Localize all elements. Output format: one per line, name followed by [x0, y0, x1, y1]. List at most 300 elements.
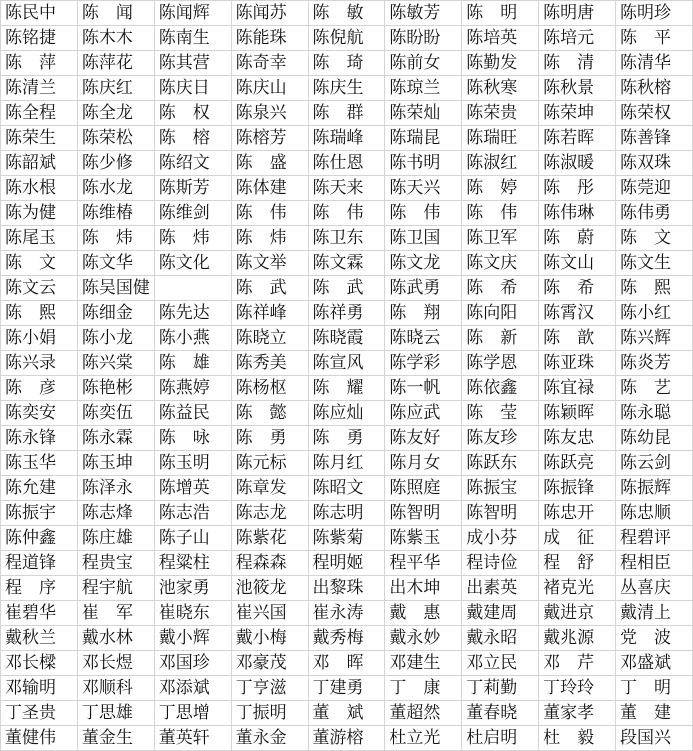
name-cell: 陈兴辉	[616, 326, 693, 351]
name-cell: 陈培英	[462, 26, 539, 51]
name-cell: 陈绍文	[154, 151, 231, 176]
name-cell: 陈 盛	[231, 151, 308, 176]
name-cell: 陈荣生	[1, 126, 78, 151]
name-cell: 邓长樑	[1, 651, 78, 676]
name-cell: 段国兴	[616, 726, 693, 751]
name-cell: 陈允建	[1, 476, 78, 501]
name-cell: 程道锋	[1, 551, 78, 576]
name-cell: 陈振辉	[616, 476, 693, 501]
name-cell: 陈尾玉	[1, 226, 78, 251]
name-cell: 邓输明	[1, 676, 78, 701]
name-cell: 陈文云	[1, 276, 78, 301]
name-cell: 陈玉华	[1, 451, 78, 476]
name-cell: 陈振锋	[539, 476, 616, 501]
name-cell: 陈志龙	[231, 501, 308, 526]
name-cell: 陈荣灿	[385, 101, 462, 126]
name-cell: 戴秀梅	[308, 626, 385, 651]
name-row	[1, 351, 693, 376]
name-cell: 陈文龙	[385, 251, 462, 276]
name-cell: 陈小龙	[77, 326, 154, 351]
name-cell: 陈细金	[77, 301, 154, 326]
name-cell: 陈文山	[539, 251, 616, 276]
name-cell: 陈元标	[231, 451, 308, 476]
name-cell: 戴小梅	[231, 626, 308, 651]
name-cell: 陈宜禄	[539, 376, 616, 401]
name-cell: 陈天兴	[385, 176, 462, 201]
name-cell: 陈 莹	[462, 401, 539, 426]
name-cell: 陈 闻	[77, 1, 154, 26]
name-row	[1, 301, 693, 326]
name-cell: 杜 毅	[539, 726, 616, 751]
name-cell: 丁玲玲	[539, 676, 616, 701]
name-row	[1, 76, 693, 101]
name-cell: 董春晓	[462, 701, 539, 726]
name-cell: 陈盼盼	[385, 26, 462, 51]
name-row	[1, 26, 693, 51]
name-cell: 陈炎芳	[616, 351, 693, 376]
name-cell: 陈书明	[385, 151, 462, 176]
name-cell: 陈琼兰	[385, 76, 462, 101]
name-row	[1, 526, 693, 551]
name-cell: 陈紫玉	[385, 526, 462, 551]
name-cell: 陈明唐	[539, 1, 616, 26]
name-cell: 陈一帆	[385, 376, 462, 401]
name-cell: 陈 勇	[308, 426, 385, 451]
name-cell: 邓盛斌	[616, 651, 693, 676]
name-row	[1, 51, 693, 76]
name-cell: 陈庆红	[77, 76, 154, 101]
name-cell: 陈晓霞	[308, 326, 385, 351]
name-cell: 董 斌	[308, 701, 385, 726]
name-cell: 陈仕恩	[308, 151, 385, 176]
name-cell: 陈水龙	[77, 176, 154, 201]
name-cell: 池家勇	[154, 576, 231, 601]
name-cell	[154, 276, 231, 301]
name-cell: 陈照庭	[385, 476, 462, 501]
name-cell: 陈振宝	[462, 476, 539, 501]
name-cell: 陈 敏	[308, 1, 385, 26]
name-cell: 陈荣权	[616, 101, 693, 126]
name-cell: 戴小辉	[154, 626, 231, 651]
name-cell: 陈卫国	[385, 226, 462, 251]
name-cell: 陈仲鑫	[1, 526, 78, 551]
name-cell: 陈荣松	[77, 126, 154, 151]
name-cell: 陈 希	[539, 276, 616, 301]
name-cell: 陈木木	[77, 26, 154, 51]
name-cell: 陈 熙	[616, 276, 693, 301]
name-cell: 陈文庆	[462, 251, 539, 276]
name-cell: 成小芬	[462, 526, 539, 551]
name-cell: 陈闻苏	[231, 1, 308, 26]
name-cell: 陈 新	[462, 326, 539, 351]
name-row	[1, 451, 693, 476]
name-cell: 陈全程	[1, 101, 78, 126]
name-cell: 戴 惠	[385, 601, 462, 626]
name-row	[1, 276, 693, 301]
name-cell: 董永金	[231, 726, 308, 751]
name-cell: 陈前女	[385, 51, 462, 76]
name-cell: 陈章发	[231, 476, 308, 501]
name-cell: 陈泉兴	[231, 101, 308, 126]
name-cell: 陈倪航	[308, 26, 385, 51]
name-cell: 董游榕	[308, 726, 385, 751]
name-cell: 戴兆源	[539, 626, 616, 651]
name-cell: 陈友好	[385, 426, 462, 451]
name-cell: 陈玉明	[154, 451, 231, 476]
name-cell: 陈善锋	[616, 126, 693, 151]
name-cell: 陈为健	[1, 201, 78, 226]
name-cell: 邓 晖	[308, 651, 385, 676]
name-cell: 陈依鑫	[462, 376, 539, 401]
name-cell: 邓顺科	[77, 676, 154, 701]
name-cell: 崔晓东	[154, 601, 231, 626]
name-cell: 陈庆山	[231, 76, 308, 101]
name-cell: 陈忠顺	[616, 501, 693, 526]
name-list-body	[1, 1, 693, 751]
name-cell: 陈庆日	[154, 76, 231, 101]
name-cell: 陈 明	[462, 1, 539, 26]
name-cell: 戴永昭	[462, 626, 539, 651]
name-cell: 陈学恩	[462, 351, 539, 376]
name-cell: 邓长煜	[77, 651, 154, 676]
name-cell: 戴秋兰	[1, 626, 78, 651]
name-cell: 陈祥勇	[308, 301, 385, 326]
name-cell: 陈敏芳	[385, 1, 462, 26]
name-cell: 陈 彦	[1, 376, 78, 401]
name-cell: 陈玉坤	[77, 451, 154, 476]
name-row	[1, 401, 693, 426]
name-cell: 程贵宝	[77, 551, 154, 576]
name-cell: 陈兴棠	[77, 351, 154, 376]
name-cell: 陈益民	[154, 401, 231, 426]
name-cell: 程粱柱	[154, 551, 231, 576]
name-row	[1, 201, 693, 226]
name-cell: 董健伟	[1, 726, 78, 751]
name-cell: 陈莞迎	[616, 176, 693, 201]
name-cell: 陈清兰	[1, 76, 78, 101]
name-cell: 邓 芹	[539, 651, 616, 676]
name-cell: 陈 希	[462, 276, 539, 301]
name-cell: 戴清上	[616, 601, 693, 626]
name-row	[1, 151, 693, 176]
name-cell: 陈秋寒	[462, 76, 539, 101]
name-cell: 陈武勇	[385, 276, 462, 301]
name-cell: 陈 炜	[77, 226, 154, 251]
name-cell: 戴水林	[77, 626, 154, 651]
name-cell: 董 建	[616, 701, 693, 726]
name-cell: 陈吴国健	[77, 276, 154, 301]
name-cell: 陈 武	[231, 276, 308, 301]
name-cell: 陈晓云	[385, 326, 462, 351]
name-cell: 陈天来	[308, 176, 385, 201]
name-cell: 陈清华	[616, 51, 693, 76]
name-cell: 陈文华	[77, 251, 154, 276]
name-cell: 陈 武	[308, 276, 385, 301]
name-cell: 陈 懿	[231, 401, 308, 426]
name-cell: 陈若晖	[539, 126, 616, 151]
name-cell: 褚克光	[539, 576, 616, 601]
name-cell: 陈 艺	[616, 376, 693, 401]
name-row	[1, 426, 693, 451]
name-cell: 戴建周	[462, 601, 539, 626]
name-cell: 陈维椿	[77, 201, 154, 226]
name-cell: 董英轩	[154, 726, 231, 751]
name-cell: 戴进京	[539, 601, 616, 626]
name-cell: 陈奕伍	[77, 401, 154, 426]
name-cell: 丛喜庆	[616, 576, 693, 601]
name-cell: 陈萍花	[77, 51, 154, 76]
name-cell: 陈体建	[231, 176, 308, 201]
name-cell: 陈昭文	[308, 476, 385, 501]
name-cell: 邓豪茂	[231, 651, 308, 676]
name-cell: 陈 蔚	[539, 226, 616, 251]
name-cell: 丁思增	[154, 701, 231, 726]
name-cell: 陈紫花	[231, 526, 308, 551]
name-cell: 丁 康	[385, 676, 462, 701]
name-cell: 陈小红	[616, 301, 693, 326]
name-cell: 陈文霖	[308, 251, 385, 276]
name-cell: 陈闻辉	[154, 1, 231, 26]
name-cell: 陈庆生	[308, 76, 385, 101]
name-cell: 陈 伟	[231, 201, 308, 226]
name-row	[1, 126, 693, 151]
name-cell: 陈 歆	[539, 326, 616, 351]
name-cell: 陈瑞旺	[462, 126, 539, 151]
name-row	[1, 376, 693, 401]
name-cell: 陈 榕	[154, 126, 231, 151]
name-cell: 陈应武	[385, 401, 462, 426]
name-cell: 陈荣坤	[539, 101, 616, 126]
name-cell: 陈宣风	[308, 351, 385, 376]
name-cell: 陈瑞昆	[385, 126, 462, 151]
name-row	[1, 576, 693, 601]
name-cell: 陈文生	[616, 251, 693, 276]
name-cell: 程 舒	[539, 551, 616, 576]
name-cell: 陈 群	[308, 101, 385, 126]
name-cell: 陈增英	[154, 476, 231, 501]
name-row	[1, 651, 693, 676]
name-cell: 邓立民	[462, 651, 539, 676]
name-cell: 丁亨滋	[231, 676, 308, 701]
name-cell: 陈颖晖	[539, 401, 616, 426]
name-cell: 陈杨枢	[231, 376, 308, 401]
name-row	[1, 176, 693, 201]
name-cell: 陈文化	[154, 251, 231, 276]
name-row	[1, 626, 693, 651]
name-cell: 杜启明	[462, 726, 539, 751]
name-cell: 丁思雄	[77, 701, 154, 726]
name-cell: 戴永妙	[385, 626, 462, 651]
name-cell: 陈 熙	[1, 301, 78, 326]
name-cell: 陈伟琳	[539, 201, 616, 226]
name-cell: 董超然	[385, 701, 462, 726]
name-cell: 陈 琦	[308, 51, 385, 76]
name-cell: 陈忠开	[539, 501, 616, 526]
name-cell: 丁振明	[231, 701, 308, 726]
name-cell: 程明姬	[308, 551, 385, 576]
name-row	[1, 476, 693, 501]
name-cell: 陈 权	[154, 101, 231, 126]
name-cell: 陈 平	[616, 26, 693, 51]
name-cell: 陈智明	[462, 501, 539, 526]
name-cell: 陈淑暖	[539, 151, 616, 176]
name-cell: 陈永霖	[77, 426, 154, 451]
name-cell: 程碧评	[616, 526, 693, 551]
name-cell: 董家孝	[539, 701, 616, 726]
name-cell: 陈秋景	[539, 76, 616, 101]
name-cell: 陈小燕	[154, 326, 231, 351]
name-cell: 陈跃亮	[539, 451, 616, 476]
name-cell: 程森森	[231, 551, 308, 576]
name-cell: 程平华	[385, 551, 462, 576]
name-row	[1, 326, 693, 351]
name-cell: 丁 明	[616, 676, 693, 701]
name-cell: 陈 伟	[385, 201, 462, 226]
name-cell: 陈紫菊	[308, 526, 385, 551]
name-cell: 陈 婷	[462, 176, 539, 201]
name-cell: 陈 翔	[385, 301, 462, 326]
name-cell: 陈秀美	[231, 351, 308, 376]
name-cell: 陈向阳	[462, 301, 539, 326]
name-cell: 陈庄雄	[77, 526, 154, 551]
name-cell: 陈淑红	[462, 151, 539, 176]
name-row	[1, 501, 693, 526]
name-cell: 陈 雄	[154, 351, 231, 376]
name-cell: 邓国珍	[154, 651, 231, 676]
name-cell: 陈月红	[308, 451, 385, 476]
name-cell: 崔兴国	[231, 601, 308, 626]
name-cell: 陈能珠	[231, 26, 308, 51]
name-cell: 出黎珠	[308, 576, 385, 601]
name-cell: 陈卫东	[308, 226, 385, 251]
name-cell: 陈泽永	[77, 476, 154, 501]
name-cell: 陈荣贵	[462, 101, 539, 126]
name-cell: 党 波	[616, 626, 693, 651]
name-cell: 丁莉勤	[462, 676, 539, 701]
name-cell: 程诗俭	[462, 551, 539, 576]
name-cell: 陈月女	[385, 451, 462, 476]
name-row	[1, 676, 693, 701]
name-cell: 陈 清	[539, 51, 616, 76]
name-cell: 程 序	[1, 576, 78, 601]
name-row	[1, 226, 693, 251]
name-cell: 陈韶斌	[1, 151, 78, 176]
name-cell: 陈志明	[308, 501, 385, 526]
name-cell: 陈 萍	[1, 51, 78, 76]
name-cell: 陈水根	[1, 176, 78, 201]
name-cell: 陈勤发	[462, 51, 539, 76]
name-cell: 陈卫军	[462, 226, 539, 251]
name-row	[1, 101, 693, 126]
name-cell: 崔碧华	[1, 601, 78, 626]
name-cell: 陈 炜	[231, 226, 308, 251]
name-cell: 陈明珍	[616, 1, 693, 26]
name-row	[1, 726, 693, 751]
name-cell: 陈少修	[77, 151, 154, 176]
name-cell: 陈 耀	[308, 376, 385, 401]
name-cell: 陈幼昆	[616, 426, 693, 451]
name-cell: 陈伟勇	[616, 201, 693, 226]
name-cell: 陈云剑	[616, 451, 693, 476]
name-cell: 崔永涛	[308, 601, 385, 626]
name-cell: 陈 咏	[154, 426, 231, 451]
name-cell: 陈奕安	[1, 401, 78, 426]
name-cell: 邓添斌	[154, 676, 231, 701]
name-cell: 程宇航	[77, 576, 154, 601]
name-cell: 陈 文	[616, 226, 693, 251]
name-cell: 陈铭捷	[1, 26, 78, 51]
name-cell: 陈子山	[154, 526, 231, 551]
name-cell: 丁圣贵	[1, 701, 78, 726]
name-cell: 陈霄汉	[539, 301, 616, 326]
name-row	[1, 551, 693, 576]
name-cell: 丁建勇	[308, 676, 385, 701]
name-cell: 陈智明	[385, 501, 462, 526]
name-cell: 陈瑞峰	[308, 126, 385, 151]
name-cell: 陈 彤	[539, 176, 616, 201]
name-cell: 陈 伟	[462, 201, 539, 226]
name-cell: 邓建生	[385, 651, 462, 676]
name-row	[1, 1, 693, 26]
name-cell: 陈友忠	[539, 426, 616, 451]
name-cell: 出木坤	[385, 576, 462, 601]
name-cell: 陈 文	[1, 251, 78, 276]
name-cell: 陈志浩	[154, 501, 231, 526]
name-cell: 出素英	[462, 576, 539, 601]
name-cell: 陈友珍	[462, 426, 539, 451]
name-cell: 陈亚珠	[539, 351, 616, 376]
name-cell: 陈 伟	[308, 201, 385, 226]
name-cell: 陈南生	[154, 26, 231, 51]
name-cell: 陈祥峰	[231, 301, 308, 326]
name-cell: 陈振宇	[1, 501, 78, 526]
name-cell: 池筱龙	[231, 576, 308, 601]
name-cell: 陈燕婷	[154, 376, 231, 401]
name-cell: 陈 炜	[154, 226, 231, 251]
name-cell: 陈志烽	[77, 501, 154, 526]
name-cell: 陈永聪	[616, 401, 693, 426]
name-cell: 陈艳彬	[77, 376, 154, 401]
name-cell: 陈其营	[154, 51, 231, 76]
name-cell: 成 征	[539, 526, 616, 551]
name-cell: 陈双珠	[616, 151, 693, 176]
name-cell: 陈秋榕	[616, 76, 693, 101]
name-cell: 陈奇幸	[231, 51, 308, 76]
name-cell: 陈全龙	[77, 101, 154, 126]
name-cell: 陈 勇	[231, 426, 308, 451]
name-cell: 陈培元	[539, 26, 616, 51]
name-cell: 陈晓立	[231, 326, 308, 351]
name-cell: 陈榕芳	[231, 126, 308, 151]
name-cell: 陈先达	[154, 301, 231, 326]
name-cell: 陈兴录	[1, 351, 78, 376]
name-row	[1, 251, 693, 276]
name-cell: 陈维剑	[154, 201, 231, 226]
name-cell: 陈学彩	[385, 351, 462, 376]
name-cell: 崔 军	[77, 601, 154, 626]
name-cell: 陈斯芳	[154, 176, 231, 201]
name-cell: 杜立光	[385, 726, 462, 751]
name-cell: 陈文举	[231, 251, 308, 276]
name-cell: 程相臣	[616, 551, 693, 576]
name-cell: 陈民中	[1, 1, 78, 26]
name-cell: 陈小娟	[1, 326, 78, 351]
name-cell: 陈永锋	[1, 426, 78, 451]
name-cell: 陈跃东	[462, 451, 539, 476]
name-cell: 董金生	[77, 726, 154, 751]
name-row	[1, 601, 693, 626]
name-cell: 陈应灿	[308, 401, 385, 426]
